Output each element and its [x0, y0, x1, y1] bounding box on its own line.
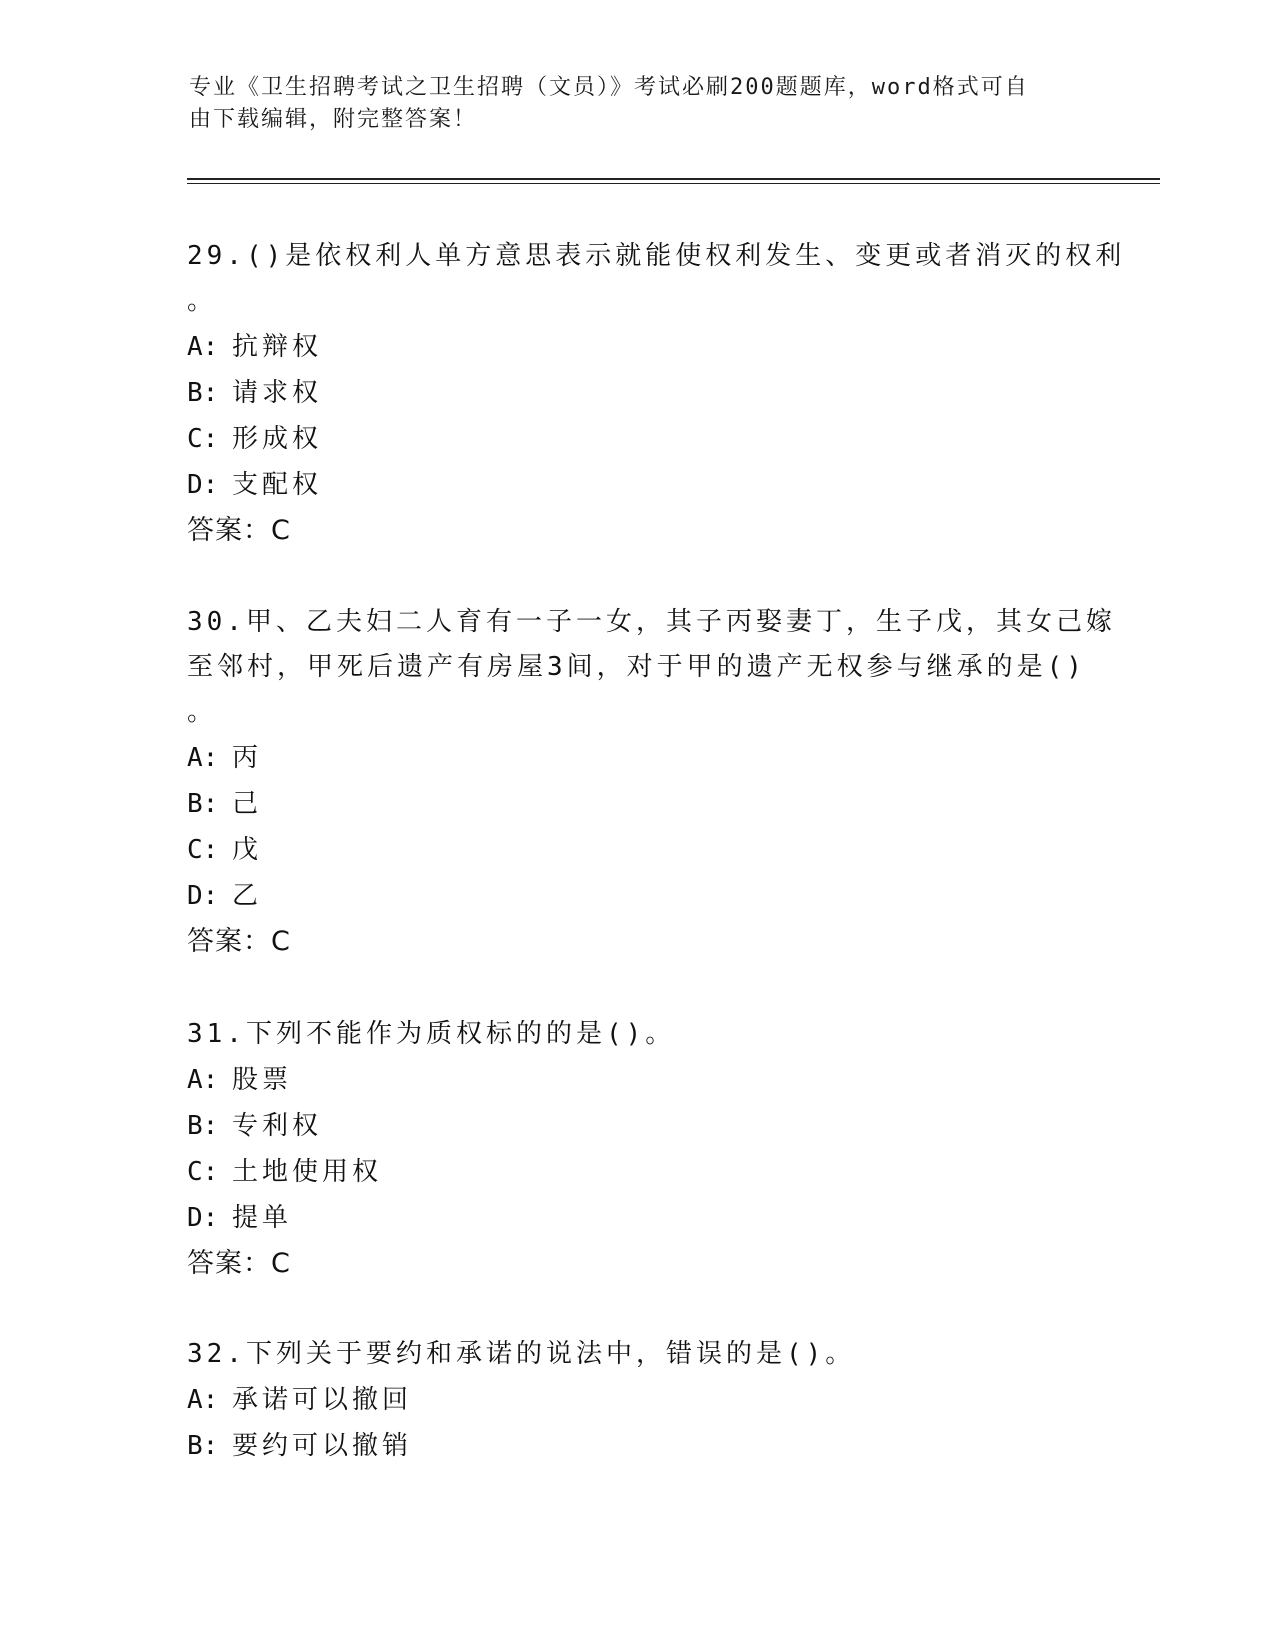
option-text: 己	[232, 789, 263, 819]
option-text: 股票	[232, 1065, 293, 1095]
option-key: C:	[187, 1157, 219, 1187]
answer: 答案：C	[187, 515, 291, 546]
option-text: 形成权	[232, 424, 323, 454]
option-d	[187, 462, 1087, 508]
option-text: 戊	[232, 835, 263, 865]
option-key: C:	[187, 424, 219, 454]
header-divider-top	[187, 178, 1160, 180]
option-text: 抗辩权	[232, 332, 323, 362]
option-key: D:	[187, 470, 219, 500]
header-divider-bottom	[187, 183, 1160, 184]
option-key: D:	[187, 1203, 219, 1233]
answer: 答案：C	[187, 1248, 291, 1279]
option-text: 土地使用权	[232, 1157, 383, 1187]
option-d	[187, 1195, 1087, 1241]
option-key: A:	[187, 1385, 219, 1415]
option-text: 请求权	[232, 378, 323, 408]
option-key: A:	[187, 332, 219, 362]
option-text: 支配权	[232, 470, 323, 500]
option-text: 承诺可以撤回	[232, 1385, 413, 1415]
option-text: 提单	[232, 1203, 293, 1233]
document-header	[189, 72, 1069, 136]
question-text: 31.下列不能作为质权标的的是()。	[187, 1019, 676, 1049]
option-key: B:	[187, 789, 219, 819]
option-a	[187, 324, 1087, 370]
question-30	[187, 600, 1116, 965]
option-key: C:	[187, 835, 219, 865]
option-key: D:	[187, 881, 219, 911]
answer: 答案：C	[187, 926, 291, 957]
option-d	[187, 873, 1087, 919]
option-key: B:	[187, 378, 219, 408]
option-key: B:	[187, 1431, 219, 1461]
option-a	[187, 1057, 1087, 1103]
option-text: 要约可以撤销	[232, 1431, 413, 1461]
option-c	[187, 416, 1087, 462]
option-text: 丙	[232, 743, 263, 773]
option-b	[187, 1423, 1087, 1469]
option-b	[187, 781, 1087, 827]
option-c	[187, 827, 1087, 873]
option-a	[187, 735, 1087, 781]
option-a	[187, 1377, 1087, 1423]
question-32	[187, 1332, 1087, 1469]
question-text: 32.下列关于要约和承诺的说法中，错误的是()。	[187, 1339, 856, 1369]
question-text-line-2: 至邻村，甲死后遗产有房屋3间，对于甲的遗产无权参与继承的是()	[187, 652, 1086, 682]
header-line-1: 专业《卫生招聘考试之卫生招聘（文员）》考试必刷200题题库，word格式可自	[189, 75, 1029, 100]
header-line-2: 由下载编辑，附完整答案！	[189, 107, 478, 132]
question-29	[187, 234, 1126, 554]
option-b	[187, 370, 1087, 416]
question-text: 30.甲、乙夫妇二人育有一子一女，其子丙娶妻丁，生子戊，其女己嫁	[187, 607, 1116, 637]
option-text: 专利权	[232, 1111, 323, 1141]
question-31	[187, 1012, 1087, 1287]
question-text: 29.()是依权利人单方意思表示就能使权利发生、变更或者消灭的权利	[187, 241, 1126, 271]
option-text: 乙	[232, 881, 263, 911]
option-key: A:	[187, 743, 219, 773]
question-text-continued: 。	[187, 697, 218, 727]
option-key: A:	[187, 1065, 219, 1095]
option-c	[187, 1149, 1087, 1195]
question-text-continued: 。	[187, 286, 218, 316]
option-key: B:	[187, 1111, 219, 1141]
option-b	[187, 1103, 1087, 1149]
